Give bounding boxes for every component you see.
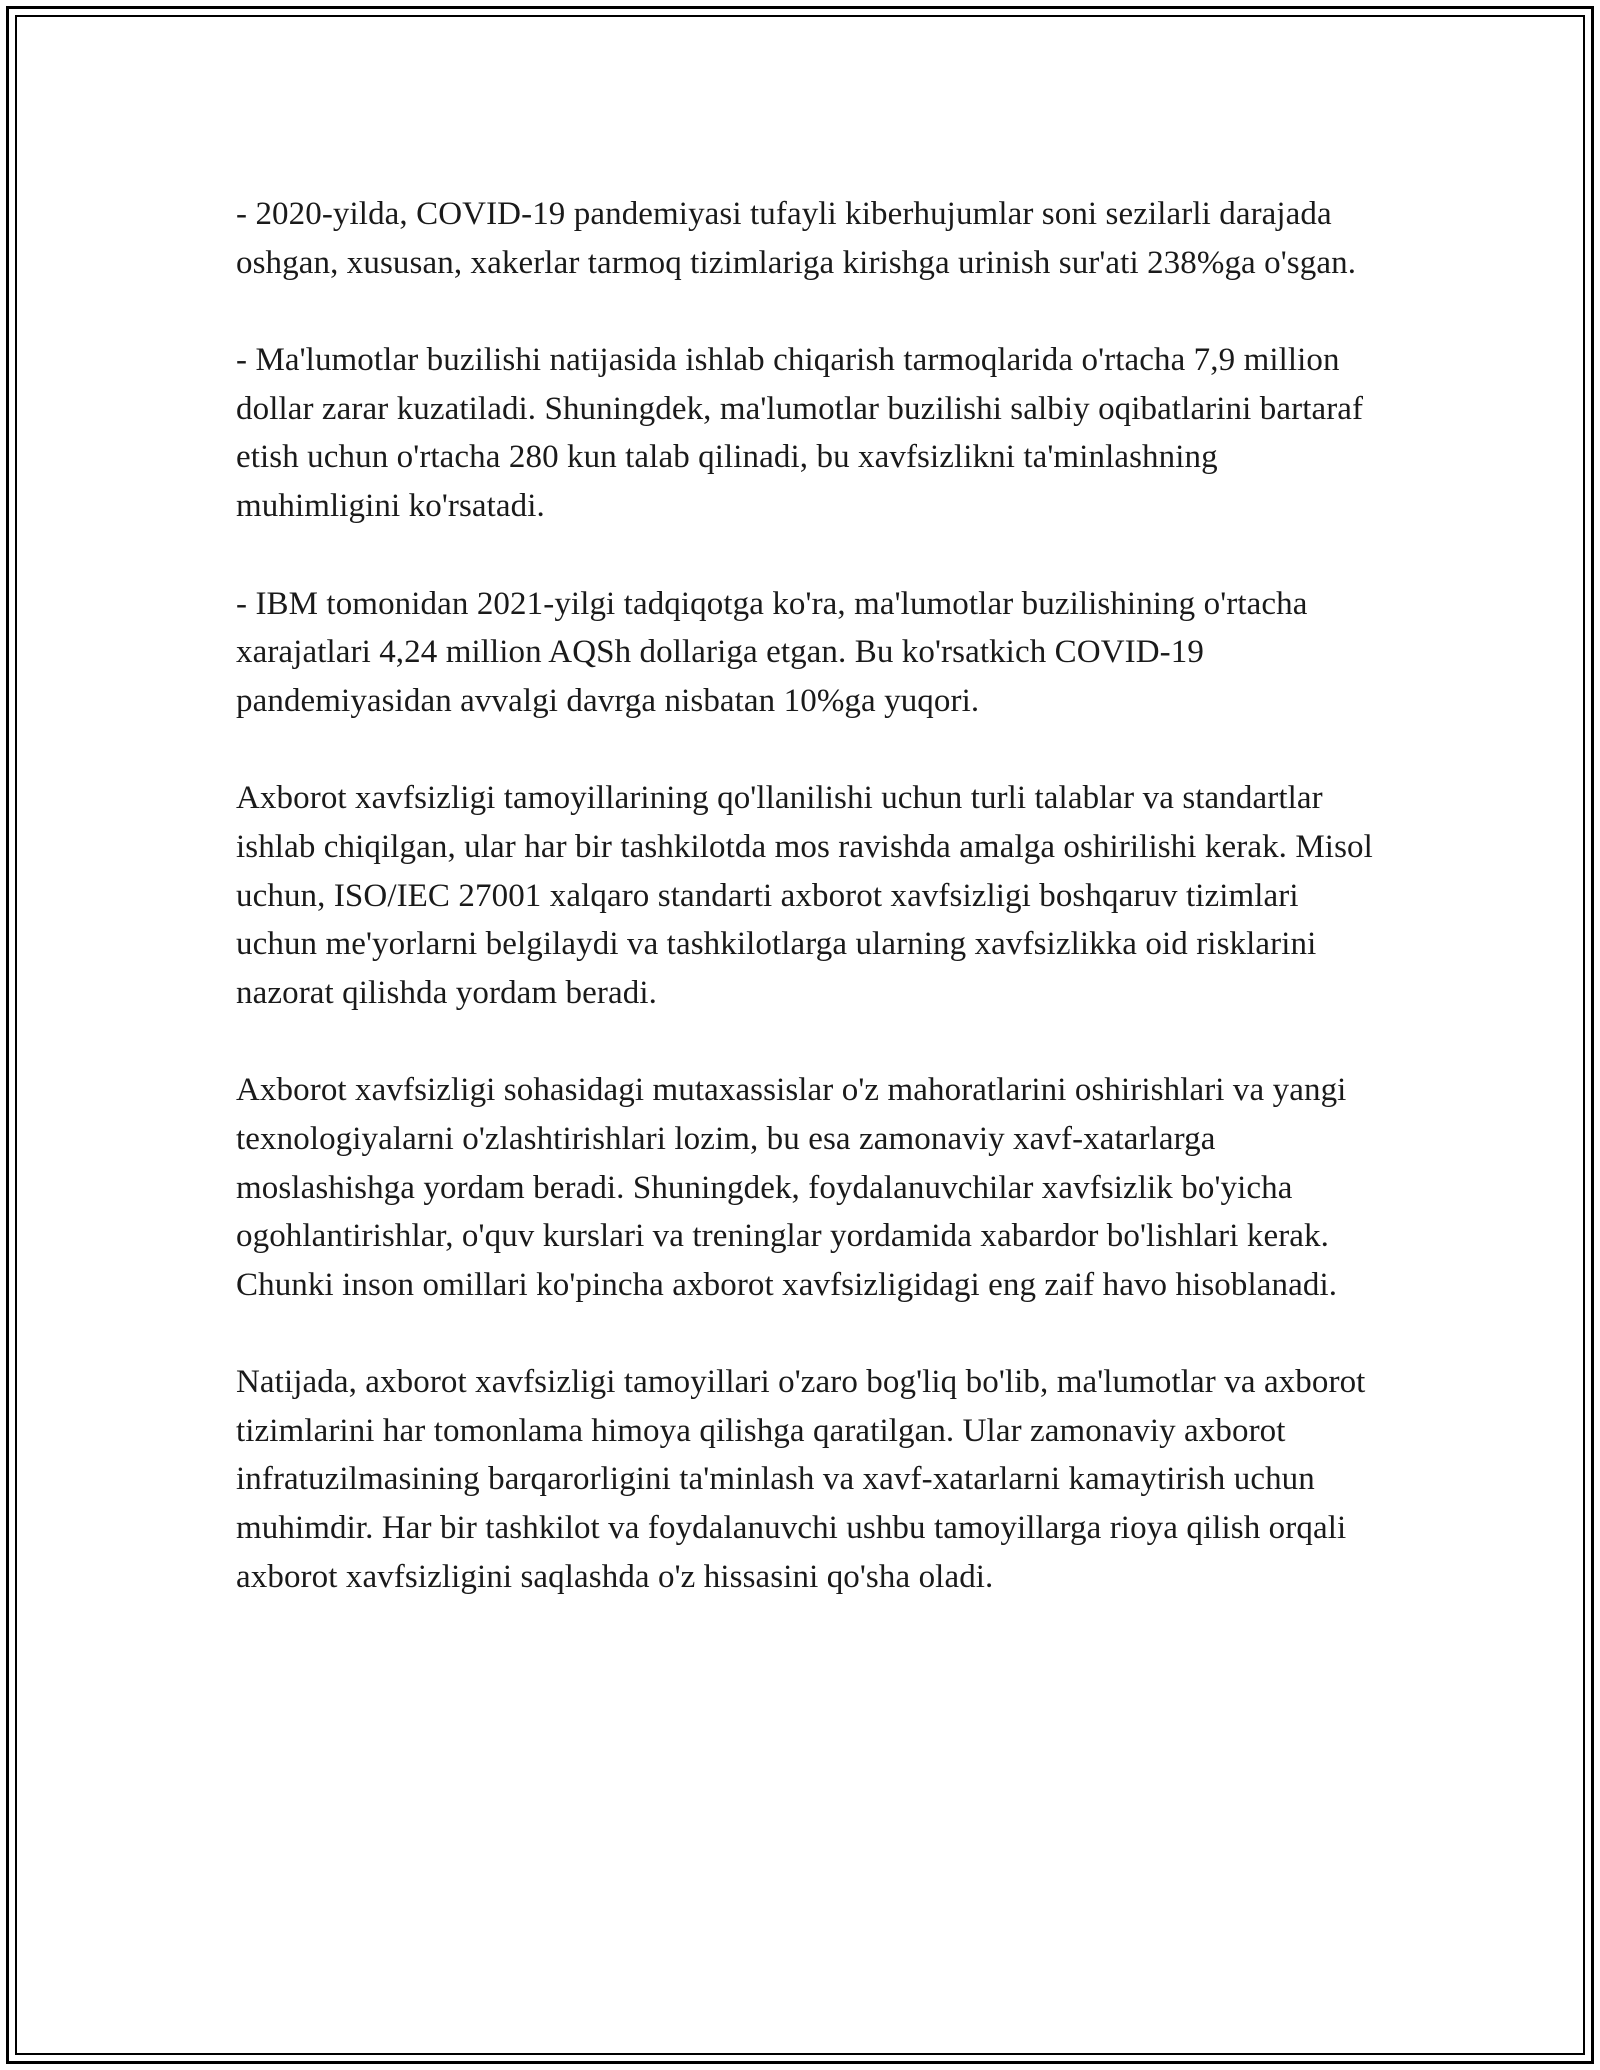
paragraph-breach-losses: - Ma'lumotlar buzilishi natijasida ishlab chiqarish tarmoqlarida o'rtacha 7,9 million dollar zarar kuzatiladi. Shuningdek, ma'lumotlar buzilishi salbiy oqibatlarini bartaraf etish uchun o'rtacha 280 kun talab qilinadi, bu xavfsizlikni ta'minlashning muhimligini ko'rsatadi. [236, 342, 1364, 524]
paragraph-standards: Axborot xavfsizligi tamoyillarining qo'llanilishi uchun turli talablar va standartlar ishlab chiqilgan, ular har bir tashkilotda mos ravishda amalga oshirilishi kerak. Misol uchun, ISO/IEC 27001 xalqaro standarti axborot xavfsizligi boshqaruv tizimlari uchun me'yorlarni belgilaydi va tashkilotlarga ularning xavfsizlikka oid risklarini nazorat qilishda yordam beradi. [236, 780, 1373, 1011]
paragraph-covid-attacks: - 2020-yilda, COVID-19 pandemiyasi tufayli kiberhujumlar soni sezilarli darajada oshgan, xususan, xakerlar tarmoq tizimlariga kirishga urinish sur'ati 238%ga o'sgan. [236, 196, 1357, 281]
paragraph-ibm-study: - IBM tomonidan 2021-yilgi tadqiqotga ko'ra, ma'lumotlar buzilishining o'rtacha xarajatlari 4,24 million AQSh dollariga etgan. Bu ko'rsatkich COVID-19 pandemiyasidan avvalgi davrga nisbatan 10%ga yuqori. [236, 585, 1308, 719]
document-body [236, 190, 1386, 1650]
paragraph-specialists: Axborot xavfsizligi sohasidagi mutaxassislar o'z mahoratlarini oshirishlari va yangi texnologiyalarni o'zlashtirishlari lozim, bu esa zamonaviy xavf-xatarlarga moslashishga yordam beradi. Shuningdek, foydalanuvchilar xavfsizlik bo'yicha ogohlantirishlar, o'quv kurslari va treninglar yordamida xabardor bo'lishlari kerak. Chunki inson omillari ko'pincha axborot xavfsizligidagi eng zaif havo hisoblanadi. [236, 1072, 1347, 1303]
paragraph-conclusion: Natijada, axborot xavfsizligi tamoyillari o'zaro bog'liq bo'lib, ma'lumotlar va axborot tizimlarini har tomonlama himoya qilishga qaratilgan. Ular zamonaviy axborot infratuzilmasining barqarorligini ta'minlash va xavf-xatarlarni kamaytirish uchun muhimdir. Har bir tashkilot va foydalanuvchi ushbu tamoyillarga rioya qilish orqali axborot xavfsizligini saqlashda o'z hissasini qo'sha oladi. [236, 1364, 1366, 1595]
